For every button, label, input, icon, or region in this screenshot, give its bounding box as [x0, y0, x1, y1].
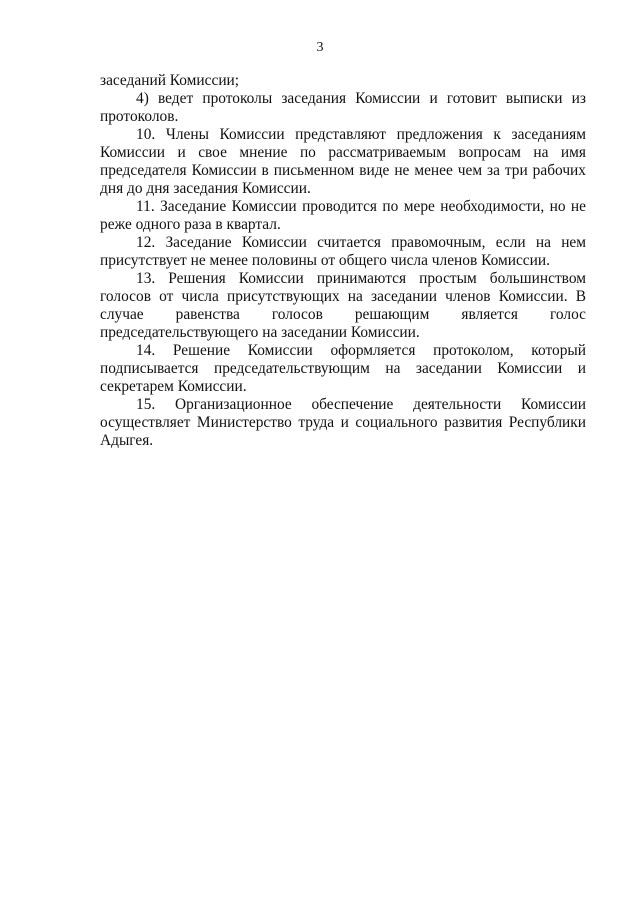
paragraph-meetings-continuation: заседаний Комиссии;	[100, 72, 240, 89]
paragraph-14-minutes: 14. Решение Комиссии оформляется протоколом, который подписывается председательствующим на заседании Комиссии и секретарем Комиссии.	[100, 342, 586, 395]
page-number: 3	[316, 40, 324, 55]
paragraph-12-quorum: 12. Заседание Комиссии считается правомочным, если на нем присутствует не менее половины от общего числа членов Комиссии.	[100, 234, 586, 269]
paragraph-15-organizational-support: 15. Организационное обеспечение деятельности Комиссии осуществляет Министерство труда и социального развития Республики Адыгея.	[100, 396, 586, 449]
document-body	[100, 72, 586, 450]
paragraph-item-4-protocols: 4) ведет протоколы заседания Комиссии и готовит выписки из протоколов.	[100, 90, 586, 125]
paragraph-10-proposals: 10. Члены Комиссии представляют предложения к заседаниям Комиссии и свое мнение по рассматриваемым вопросам на имя председателя Комиссии в письменном виде не менее чем за три рабочих дня до дня заседания Комиссии.	[100, 126, 586, 197]
paragraph-13-decisions: 13. Решения Комиссии принимаются простым большинством голосов от числа присутствующих на заседании членов Комиссии. В случае равенства голосов решающим является голос председательствующего на заседании Комиссии.	[100, 270, 586, 341]
paragraph-11-meeting-frequency: 11. Заседание Комиссии проводится по мере необходимости, но не реже одного раза в квартал.	[100, 198, 586, 233]
